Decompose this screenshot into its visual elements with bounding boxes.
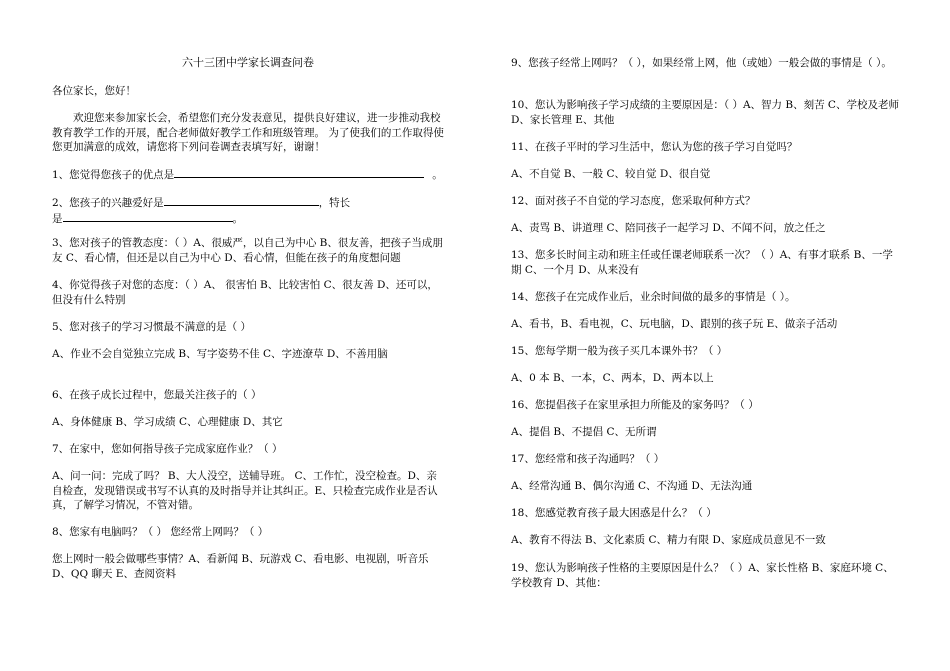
question-19: 19、您认为影响孩子性格的主要原因是什么？（ ）A、家长性格 B、家庭环境 C、学校教育 D、其他： bbox=[511, 562, 894, 589]
question-17: 17、您经常和孩子沟通吗？（ ） bbox=[511, 453, 665, 465]
question-13: 13、您多长时间主动和班主任或任课老师联系一次？（ ）A、有事才联系 B、一学期 C、一个月 D、从来没有 bbox=[511, 249, 893, 276]
question-12-options: A、责骂 B、讲道理 C、陪同孩子一起学习 D、不闻不问，放之任之 bbox=[511, 222, 826, 234]
answer-blank[interactable] bbox=[174, 167, 424, 178]
question-2 bbox=[52, 195, 444, 226]
question-3: 3、您对孩子的管教态度：（ ）A、很威严，以自己为中心 B、很友善，把孩子当成朋友 C、看心情，但还是以自己为中心 D、看心情，但能在孩子的角度想问题 bbox=[52, 237, 443, 264]
question-7: 7、在家中，您如何指导孩子完成家庭作业？（ ） bbox=[52, 443, 283, 455]
greeting: 各位家长，您好！ bbox=[52, 85, 136, 97]
answer-blank[interactable] bbox=[164, 195, 319, 206]
answer-blank[interactable] bbox=[63, 211, 233, 222]
question-11: 11、在孩子平时的学习生活中，您认为您的孩子学习自觉吗？ bbox=[511, 141, 798, 153]
question-2-end: 。 bbox=[232, 212, 243, 225]
question-14: 14、您孩子在完成作业后，业余时间做的最多的事情是（ ）。 bbox=[511, 291, 796, 303]
question-18-options: A、教育不得法 B、文化素质 C、精力有限 D、家庭成员意见不一致 bbox=[511, 534, 826, 546]
question-17-options: A、经常沟通 B、偶尔沟通 C、不沟通 D、无法沟通 bbox=[511, 480, 753, 492]
question-1-text: 1、您觉得您孩子的优点是 bbox=[52, 169, 175, 181]
question-5-options: A、作业不会自觉独立完成 B、写字姿势不佳 C、字迹潦草 D、不善用脑 bbox=[52, 348, 388, 360]
question-10: 10、您认为影响孩子学习成绩的主要原因是：（ ）A、智力 B、刻苦 C、学校及老师 D、家长管理 E、其他 bbox=[511, 99, 899, 126]
intro-paragraph: 欢迎您来参加家长会，希望您们充分发表意见，提供良好建议，进一步推动我校教育教学工作的开展，配合老师做好教学工作和班级管理。 为了使我们的工作取得使您更加满意的成效，请您将下列问卷调查表填写好，谢谢！ bbox=[52, 112, 444, 153]
question-9: 9、您孩子经常上网吗？（ ），如果经常上网，他（或她）一般会做的事情是（ ）。 bbox=[511, 57, 892, 69]
question-11-options: A、不自觉 B、一般 C、较自觉 D、很自觉 bbox=[511, 168, 711, 180]
question-16: 16、您提倡孩子在家里承担力所能及的家务吗？（ ） bbox=[511, 399, 759, 411]
question-4: 4、你觉得孩子对您的态度：（ ）A、 很害怕 B、比较害怕 C、很友善 D、还可以，但没有什么特别 bbox=[52, 279, 438, 306]
question-1 bbox=[52, 167, 444, 183]
question-5: 5、您对孩子的学习习惯最不满意的是（ ） bbox=[52, 321, 252, 333]
question-6-options: A、身体健康 B、学习成绩 C、心理健康 D、其它 bbox=[52, 416, 283, 428]
question-12: 12、面对孩子不自觉的学习态度，您采取何种方式？ bbox=[511, 195, 756, 207]
question-6: 6、在孩子成长过程中，您最关注孩子的（ ） bbox=[52, 389, 262, 401]
question-16-options: A、提倡 B、不提倡 C、无所谓 bbox=[511, 426, 657, 438]
page-title: 六十三团中学家长调查问卷 bbox=[182, 56, 314, 69]
question-2-mid: ，特长 bbox=[318, 197, 351, 209]
question-14-options: A、看书，B、看电视，C、玩电脑，D、跟别的孩子玩 E、做亲子活动 bbox=[511, 318, 838, 330]
question-8-options: 您上网时一般会做哪些事情？A、看新闻 B、玩游戏 C、看电影、电视剧，听音乐 D、QQ 聊天 E、查阅资料 bbox=[52, 553, 429, 580]
question-15-options: A、0 本 B、一本，C、两本，D、两本以上 bbox=[511, 372, 714, 384]
question-18: 18、您感觉教育孩子最大困惑是什么？（ ） bbox=[511, 507, 717, 519]
question-2-text: 2、您孩子的兴趣爱好是 bbox=[52, 197, 164, 209]
question-1-end: 。 bbox=[432, 169, 443, 181]
question-2-cont: 是 bbox=[52, 212, 63, 225]
question-8: 8、您家有电脑吗？（ ） 您经常上网吗？（ ） bbox=[52, 526, 269, 538]
question-15: 15、您每学期一般为孩子买几本课外书？（ ） bbox=[511, 345, 728, 357]
question-7-options: A、问一问：完成了吗？ B、大人没空，送辅导班。 C、工作忙，没空检查。D、亲自检查，发现错误或书写不认真的及时指导并让其纠正。E、只检查完成作业是否认真，了解学习情况，不管对错。 bbox=[52, 470, 438, 511]
